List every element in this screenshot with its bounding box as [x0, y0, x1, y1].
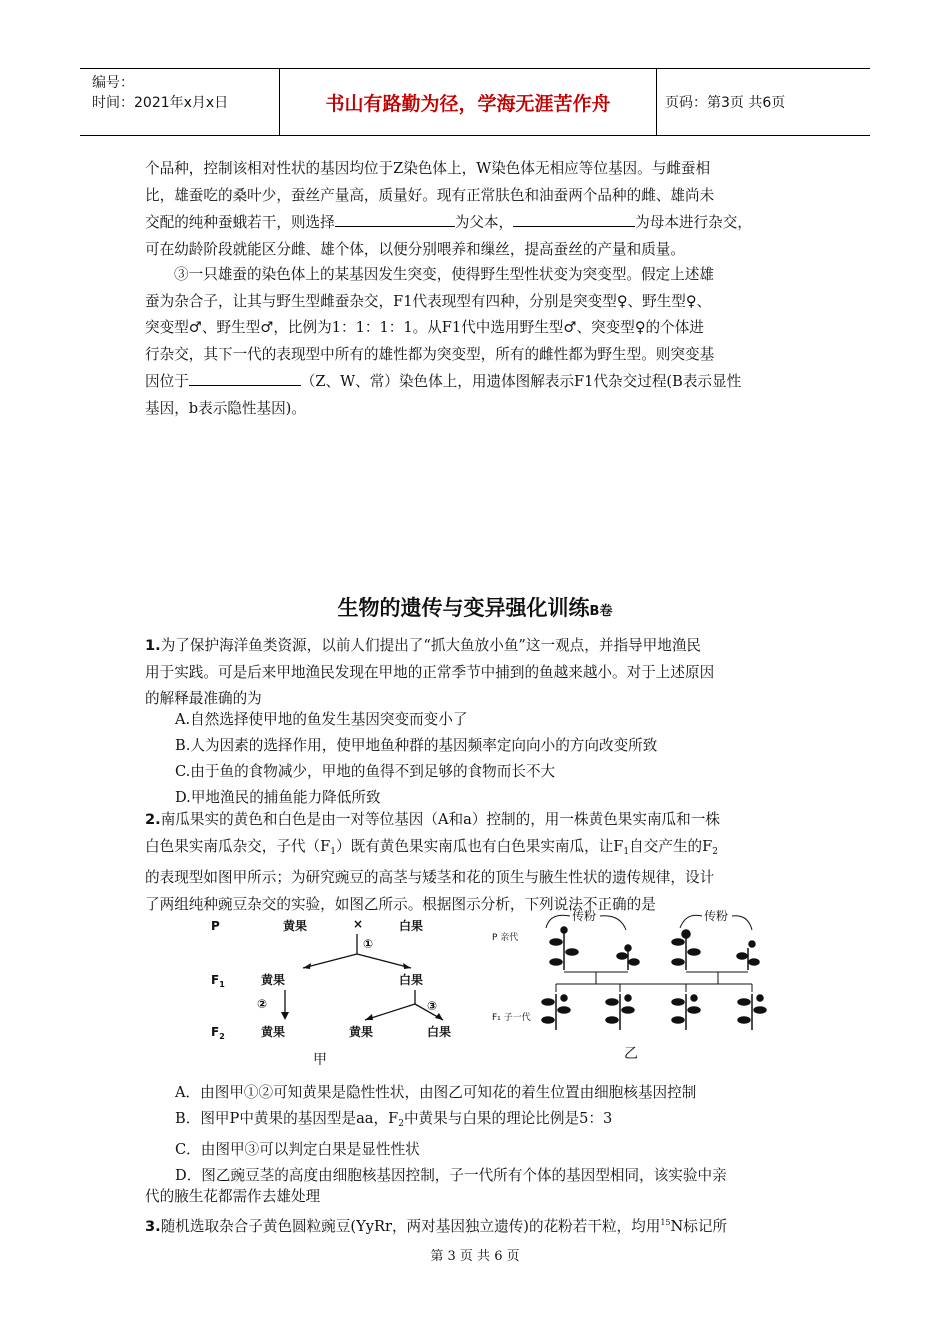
white-fruit-label: 白果 — [399, 919, 424, 933]
text-segment: 中黄果与白果的理论比例是5：3 — [403, 1110, 613, 1127]
text-line: 基因，b表示隐性基因)。 — [145, 399, 306, 417]
subscript: 2 — [219, 1032, 225, 1041]
arrow-line — [357, 954, 411, 968]
subscript: 1 — [330, 846, 336, 857]
yellow-fruit-label: 黄果 — [261, 1025, 286, 1039]
section-title-suffix: B卷 — [589, 604, 613, 619]
subscript: 2 — [712, 846, 718, 857]
option-b[interactable] — [175, 1106, 815, 1137]
number-label: 编号： — [92, 75, 134, 91]
text-line: ③一只雄蚕的染色体上的某基因发生突变，使得野生型性状变为突变型。假定上述雄 — [174, 266, 714, 283]
arrow-head — [281, 1012, 289, 1020]
section-title-main: 生物的遗传与变异强化训练 — [337, 596, 590, 620]
arrow-head — [365, 1014, 373, 1020]
question-1-options — [175, 707, 657, 811]
text-segment: N标记所 — [670, 1218, 728, 1235]
pollen-label: 传粉 — [704, 909, 729, 923]
question-number: 1. — [145, 637, 161, 654]
question-2-options — [175, 1080, 815, 1189]
offspring-generation-label: F₁ 子一代 — [492, 1013, 531, 1023]
marker-1: ① — [363, 937, 374, 951]
pea-plant-tall — [550, 927, 578, 970]
text-line: 可在幼龄阶段就能区分雌、雄个体，以便分别喂养和缫丝，提高蚕丝的产量和质量。 — [145, 240, 685, 258]
pea-plant-short — [737, 941, 759, 970]
text-segment: 自交产生的F — [629, 837, 713, 855]
pea-plant-offspring — [738, 994, 766, 1030]
marker-3: ③ — [427, 999, 438, 1013]
page-header — [80, 68, 870, 136]
arrow-head — [303, 963, 311, 969]
yellow-fruit-label: 黄果 — [283, 919, 308, 933]
pea-plant-offspring — [672, 994, 700, 1030]
pollen-arrow — [732, 916, 752, 930]
text-segment: 交配的纯种蚕蛾若干，则选择 — [145, 214, 335, 231]
page-footer: 第 3 页 共 6 页 — [430, 1249, 520, 1264]
text-line: 比，雄蚕吃的桑叶少，蚕丝产量高，质量好。现有正常肤色和油蚕两个品种的雌、雄尚未 — [145, 186, 715, 204]
pollen-arrow — [600, 916, 626, 930]
text-segment: 为母本进行杂交， — [635, 214, 752, 231]
question-number: 2. — [145, 811, 161, 828]
header-meta — [80, 69, 280, 135]
yellow-fruit-label: 黄果 — [349, 1025, 374, 1039]
generation-label-p: P — [211, 919, 220, 933]
yellow-fruit-label: 黄果 — [261, 973, 286, 987]
text-line — [145, 368, 810, 396]
generation-label-f2 — [211, 1025, 225, 1041]
header-motto: 书山有路勤为径，学海无涯苦作舟 — [280, 69, 657, 135]
date-label: 时间：2021年x月x日 — [92, 95, 229, 111]
option-b[interactable]: B.人为因素的选择作用，使甲地鱼种群的基因频率定向向小的方向改变所致 — [175, 737, 658, 754]
marker-2: ② — [257, 997, 268, 1011]
white-fruit-label: 白果 — [399, 973, 424, 987]
header-page-info: 页码：第3页 共6页 — [665, 95, 786, 111]
option-c[interactable]: C．由图甲③可以判定白果是显性性状 — [175, 1141, 420, 1158]
text-segment: 随机选取杂合子黄色圆粒豌豆(YyRr，两对基因独立遗传)的花粉若干粒，均用 — [160, 1218, 661, 1235]
option-d[interactable]: D.甲地渔民的捕鱼能力降低所致 — [175, 789, 381, 806]
cross-symbol: × — [353, 917, 364, 931]
subscript: 2 — [398, 1119, 404, 1129]
pea-plant-tall — [672, 930, 700, 970]
question-2-stem — [145, 807, 810, 918]
option-c[interactable]: C.由于鱼的食物减少，甲地的鱼得不到足够的食物而长不大 — [175, 763, 556, 780]
question-number: 3. — [145, 1218, 161, 1235]
arrow-line — [303, 954, 357, 968]
answer-blank[interactable] — [513, 209, 635, 227]
text-line: 用于实践。可是后来甲地渔民发现在甲地的正常季节中捕到的鱼越来越小。对于上述原因 — [145, 663, 715, 681]
text-line: 突变型♂、野生型♂，比例为1：1：1：1。从F1代中选用野生型♂、突变型♀的个体进 — [145, 319, 704, 336]
superscript: 15 — [660, 1218, 671, 1227]
option-a[interactable]: A.自然选择使甲地的鱼发生基因突变而变小了 — [175, 711, 468, 728]
figure-jia-diagram — [205, 912, 475, 1070]
option-d-continuation: 代的腋生花都需作去雄处理 — [145, 1188, 321, 1205]
pea-plant-offspring — [542, 994, 570, 1030]
text-line: 的解释最准确的为 — [145, 690, 262, 707]
subscript: 1 — [623, 846, 630, 857]
text-segment: ）既有黄色果实南瓜也有白色果实南瓜，让F — [336, 837, 624, 855]
pea-plant-short — [617, 945, 639, 970]
text-segment: 白色果实南瓜杂交，子代（F — [145, 837, 331, 855]
text-segment: 南瓜果实的黄色和白色是由一对等位基因（A和a）控制的，用一株黄色果实南瓜和一株 — [160, 811, 720, 828]
pollen-label: 传粉 — [572, 909, 597, 923]
text-line — [145, 807, 810, 834]
section-title — [0, 592, 950, 622]
generation-label: F — [211, 1025, 220, 1039]
text-line: 蚕为杂合子，让其与野生型雌蚕杂交，F1代表现型有四种，分别是突变型♀、野生型♀、 — [145, 292, 712, 310]
text-line — [145, 209, 810, 237]
continuation-paragraph-1 — [145, 156, 810, 263]
arrow-head — [435, 1013, 443, 1020]
text-segment: （Z、W、常）染色体上，用遗体图解表示F1代杂交过程(B表示显性 — [300, 373, 742, 390]
text-segment: 因位于 — [145, 373, 189, 390]
option-d[interactable]: D．图乙豌豆茎的高度由细胞核基因控制，子一代所有个体的基因型相同，该实验中亲 — [175, 1167, 727, 1184]
generation-label-f1 — [211, 973, 225, 989]
option-a[interactable]: A．由图甲①②可知黄果是隐性性状，由图乙可知花的着生位置由细胞核基因控制 — [175, 1084, 697, 1101]
text-line: 个品种，控制该相对性状的基因均位于Z染色体上，W染色体无相应等位基因。与雌蚕相 — [145, 160, 711, 177]
text-line: 了两组纯种豌豆杂交的实验，如图乙所示。根据图示分析，下列说法不正确的是 — [145, 895, 656, 913]
figure-caption-yi: 乙 — [624, 1046, 638, 1062]
text-line — [145, 633, 810, 660]
arrow-head — [403, 963, 411, 969]
generation-label: F — [211, 973, 220, 987]
subscript: 1 — [219, 980, 225, 989]
pollen-arrow — [546, 915, 570, 928]
text-line — [145, 834, 810, 866]
text-segment: 为了保护海洋鱼类资源，以前人们提出了“抓大鱼放小鱼”这一观点，并指导甲地渔民 — [160, 637, 702, 654]
answer-blank[interactable] — [335, 209, 455, 227]
text-segment: B．图甲P中黄果的基因型是aa，F — [175, 1110, 399, 1127]
text-segment: 为父本， — [454, 214, 514, 231]
figure-yi-diagram — [490, 908, 780, 1068]
continuation-paragraph-2 — [145, 262, 810, 422]
text-line: 行杂交，其下一代的表现型中所有的雄性都为突变型，所有的雌性都为野生型。则突变基 — [145, 345, 715, 363]
text-line: 的表现型如图甲所示；为研究豌豆的高茎与矮茎和花的顶生与腋生性状的遗传规律，设计 — [145, 869, 715, 886]
question-1-stem — [145, 633, 810, 713]
figure-caption-jia: 甲 — [313, 1052, 327, 1068]
pea-plant-offspring — [606, 994, 634, 1030]
parent-generation-label: P 亲代 — [492, 933, 519, 943]
question-3-stem — [145, 1210, 815, 1241]
pollen-arrow — [680, 915, 702, 928]
answer-blank[interactable] — [189, 368, 301, 386]
white-fruit-label: 白果 — [427, 1025, 452, 1039]
